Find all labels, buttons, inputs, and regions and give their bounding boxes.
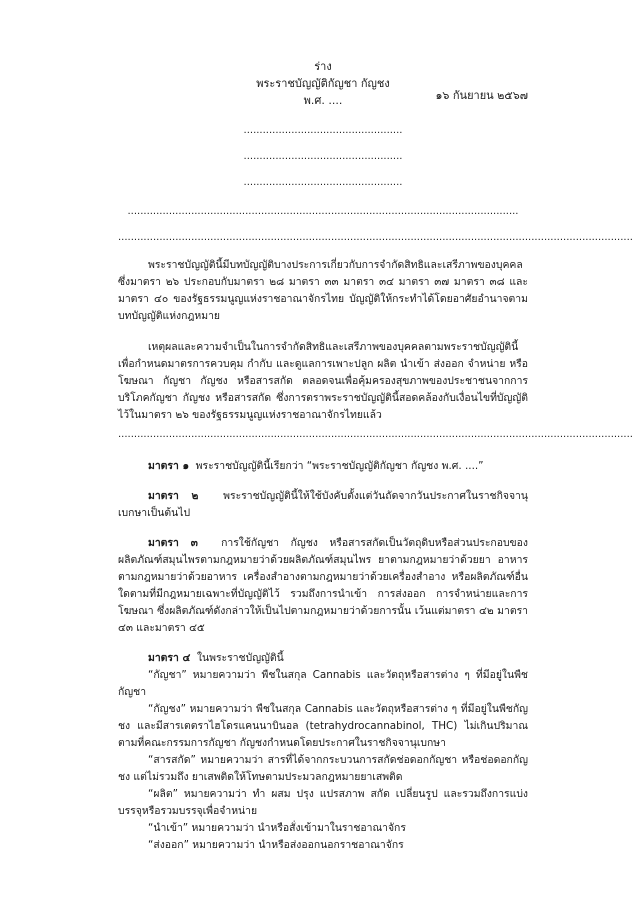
- dots-line-2: ..................................................: [243, 151, 403, 162]
- section-3-text: การใช้กัญชา กัญชง หรือสารสกัดเป็นวัตถุดิบหรือส่วนประกอบของผลิตภัณฑ์สมุนไพรตามกฎหมายว่าด้วยผลิตภัณฑ์สมุนไพร ยาตามกฎหมายว่าด้วยยา อาหารตามกฎหมายว่าด้วยอาหาร เครื่องสำอางตามกฎหมายว่าด้วยเครื่องสำอาง หรือผลิตภัณฑ์อื่นใดตามที่มีกฎหมายเฉพาะที่บัญญัติไว้ รวมถึงการนำเข้า การส่งออก การจำหน่ายและการโฆษณา ซึ่งผลิตภัณฑ์ดังกล่าวให้เป็นไปตามกฎหมายว่าด้วยการนั้น เว้นแต่มาตรา ๔๒ มาตรา ๔๓ และมาตรา ๔๕: [118, 537, 528, 634]
- document-page: [0, 58, 633, 911]
- section-2-text: พระราชบัญญัตินี้ให้ใช้บังคับตั้งแต่วันถัดจากวันประกาศในราชกิจจานุเบกษาเป็นต้นไป: [118, 490, 528, 519]
- definition-extract: “สารสกัด” หมายความว่า สารที่ได้จากกระบวนการสกัดช่อดอกกัญชา หรือช่อดอกกัญชง แต่ไม่รวมถึง ยาเสพติดให้โทษตามประมวลกฎหมายยาเสพติด: [118, 754, 528, 783]
- section-1-text: พระราชบัญญัตินี้เรียกว่า “พระราชบัญญัติกัญชา กัญชง พ.ศ. ....”: [195, 460, 484, 472]
- section-3-label: มาตรา ๓: [148, 537, 198, 549]
- document-title: พระราชบัญญัติกัญชา กัญชง: [256, 77, 390, 90]
- dots-line-5: ..................................................................................................................................................................: [118, 232, 633, 243]
- dots-line-3: ..................................................: [243, 177, 403, 188]
- definition-export: “ส่งออก” หมายความว่า นำหรือส่งออกนอกราชอาณาจักร: [148, 839, 404, 851]
- reasons-paragraph: เหตุผลและความจำเป็นในการจำกัดสิทธิและเสรีภาพของบุคคลตามพระราชบัญญัตินี้ เพื่อกำหนดมาตรการควบคุม กำกับ และดูแลการเพาะปลูก ผลิต นำเข้า ส่งออก จำหน่าย หรือโฆษณา กัญชา กัญชง หรือสารสกัด ตลอดจนเพื่อคุ้มครองสุขภาพของประชาชนจากการบริโภคกัญชา กัญชง หรือสารสกัด ซึ่งการตราพระราชบัญญัตินี้สอดคล้องกับเงื่อนไขที่บัญญัติไว้ในมาตรา ๒๖ ของรัฐธรรมนูญแห่งราชอาณาจักรไทยแล้ว: [118, 341, 528, 421]
- definition-cannabis: “กัญชา” หมายความว่า พืชในสกุล Cannabis และวัตถุหรือสารต่าง ๆ ที่มีอยู่ในพืชกัญชา: [118, 669, 528, 698]
- definition-import: “นำเข้า” หมายความว่า นำหรือสั่งเข้ามาในราชอาณาจักร: [148, 822, 406, 834]
- document-year: พ.ศ. ....: [303, 94, 343, 107]
- section-3: [118, 535, 528, 637]
- section-4-text: ในพระราชบัญญัตินี้: [196, 652, 284, 664]
- section-2: [118, 488, 528, 522]
- section-1-label: มาตรา ๑: [148, 460, 190, 472]
- section-1: [118, 458, 528, 475]
- dots-line-1: ..................................................: [243, 125, 403, 136]
- document-date: ๑๖ กันยายน ๒๕๖๗: [435, 89, 528, 102]
- section-4: [118, 650, 528, 667]
- section-4-label: มาตรา ๔: [148, 652, 191, 664]
- preamble-paragraph: พระราชบัญญัตินี้มีบทบัญญัติบางประการเกี่ยวกับการจำกัดสิทธิและเสรีภาพของบุคคล ซึ่งมาตรา ๒๖ ประกอบกับมาตรา ๒๘ มาตรา ๓๓ มาตรา ๓๔ มาตรา ๓๗ มาตรา ๓๘ และมาตรา ๔๐ ของรัฐธรรมนูญแห่งราชอาณาจักรไทย บัญญัติให้กระทำได้โดยอาศัยอำนาจตามบทบัญญัติแห่งกฎหมาย: [118, 259, 528, 322]
- definition-produce: “ผลิต” หมายความว่า ทำ ผสม ปรุง แปรสภาพ สกัด เปลี่ยนรูป และรวมถึงการแบ่งบรรจุหรือรวมบรรจุเพื่อจำหน่าย: [118, 788, 528, 817]
- draft-label: ร่าง: [314, 60, 332, 73]
- dots-line-4: ...........................................................................................................................: [127, 206, 519, 217]
- signature-dots: [118, 123, 528, 219]
- dots-line-6: ..................................................................................................................................................................: [118, 429, 633, 440]
- section-2-label: มาตรา ๒: [148, 490, 199, 502]
- definition-hemp: “กัญชง” หมายความว่า พืชในสกุล Cannabis และวัตถุหรือสารต่าง ๆ ที่มีอยู่ในพืชกัญชง และมีสารเตตราไฮโดรแคนนาบินอล (tetrahydrocannabinol, THC) ไม่เกินปริมาณตามที่คณะกรรมการกัญชา กัญชงกำหนดโดยประกาศในราชกิจจานุเบกษา: [118, 703, 528, 749]
